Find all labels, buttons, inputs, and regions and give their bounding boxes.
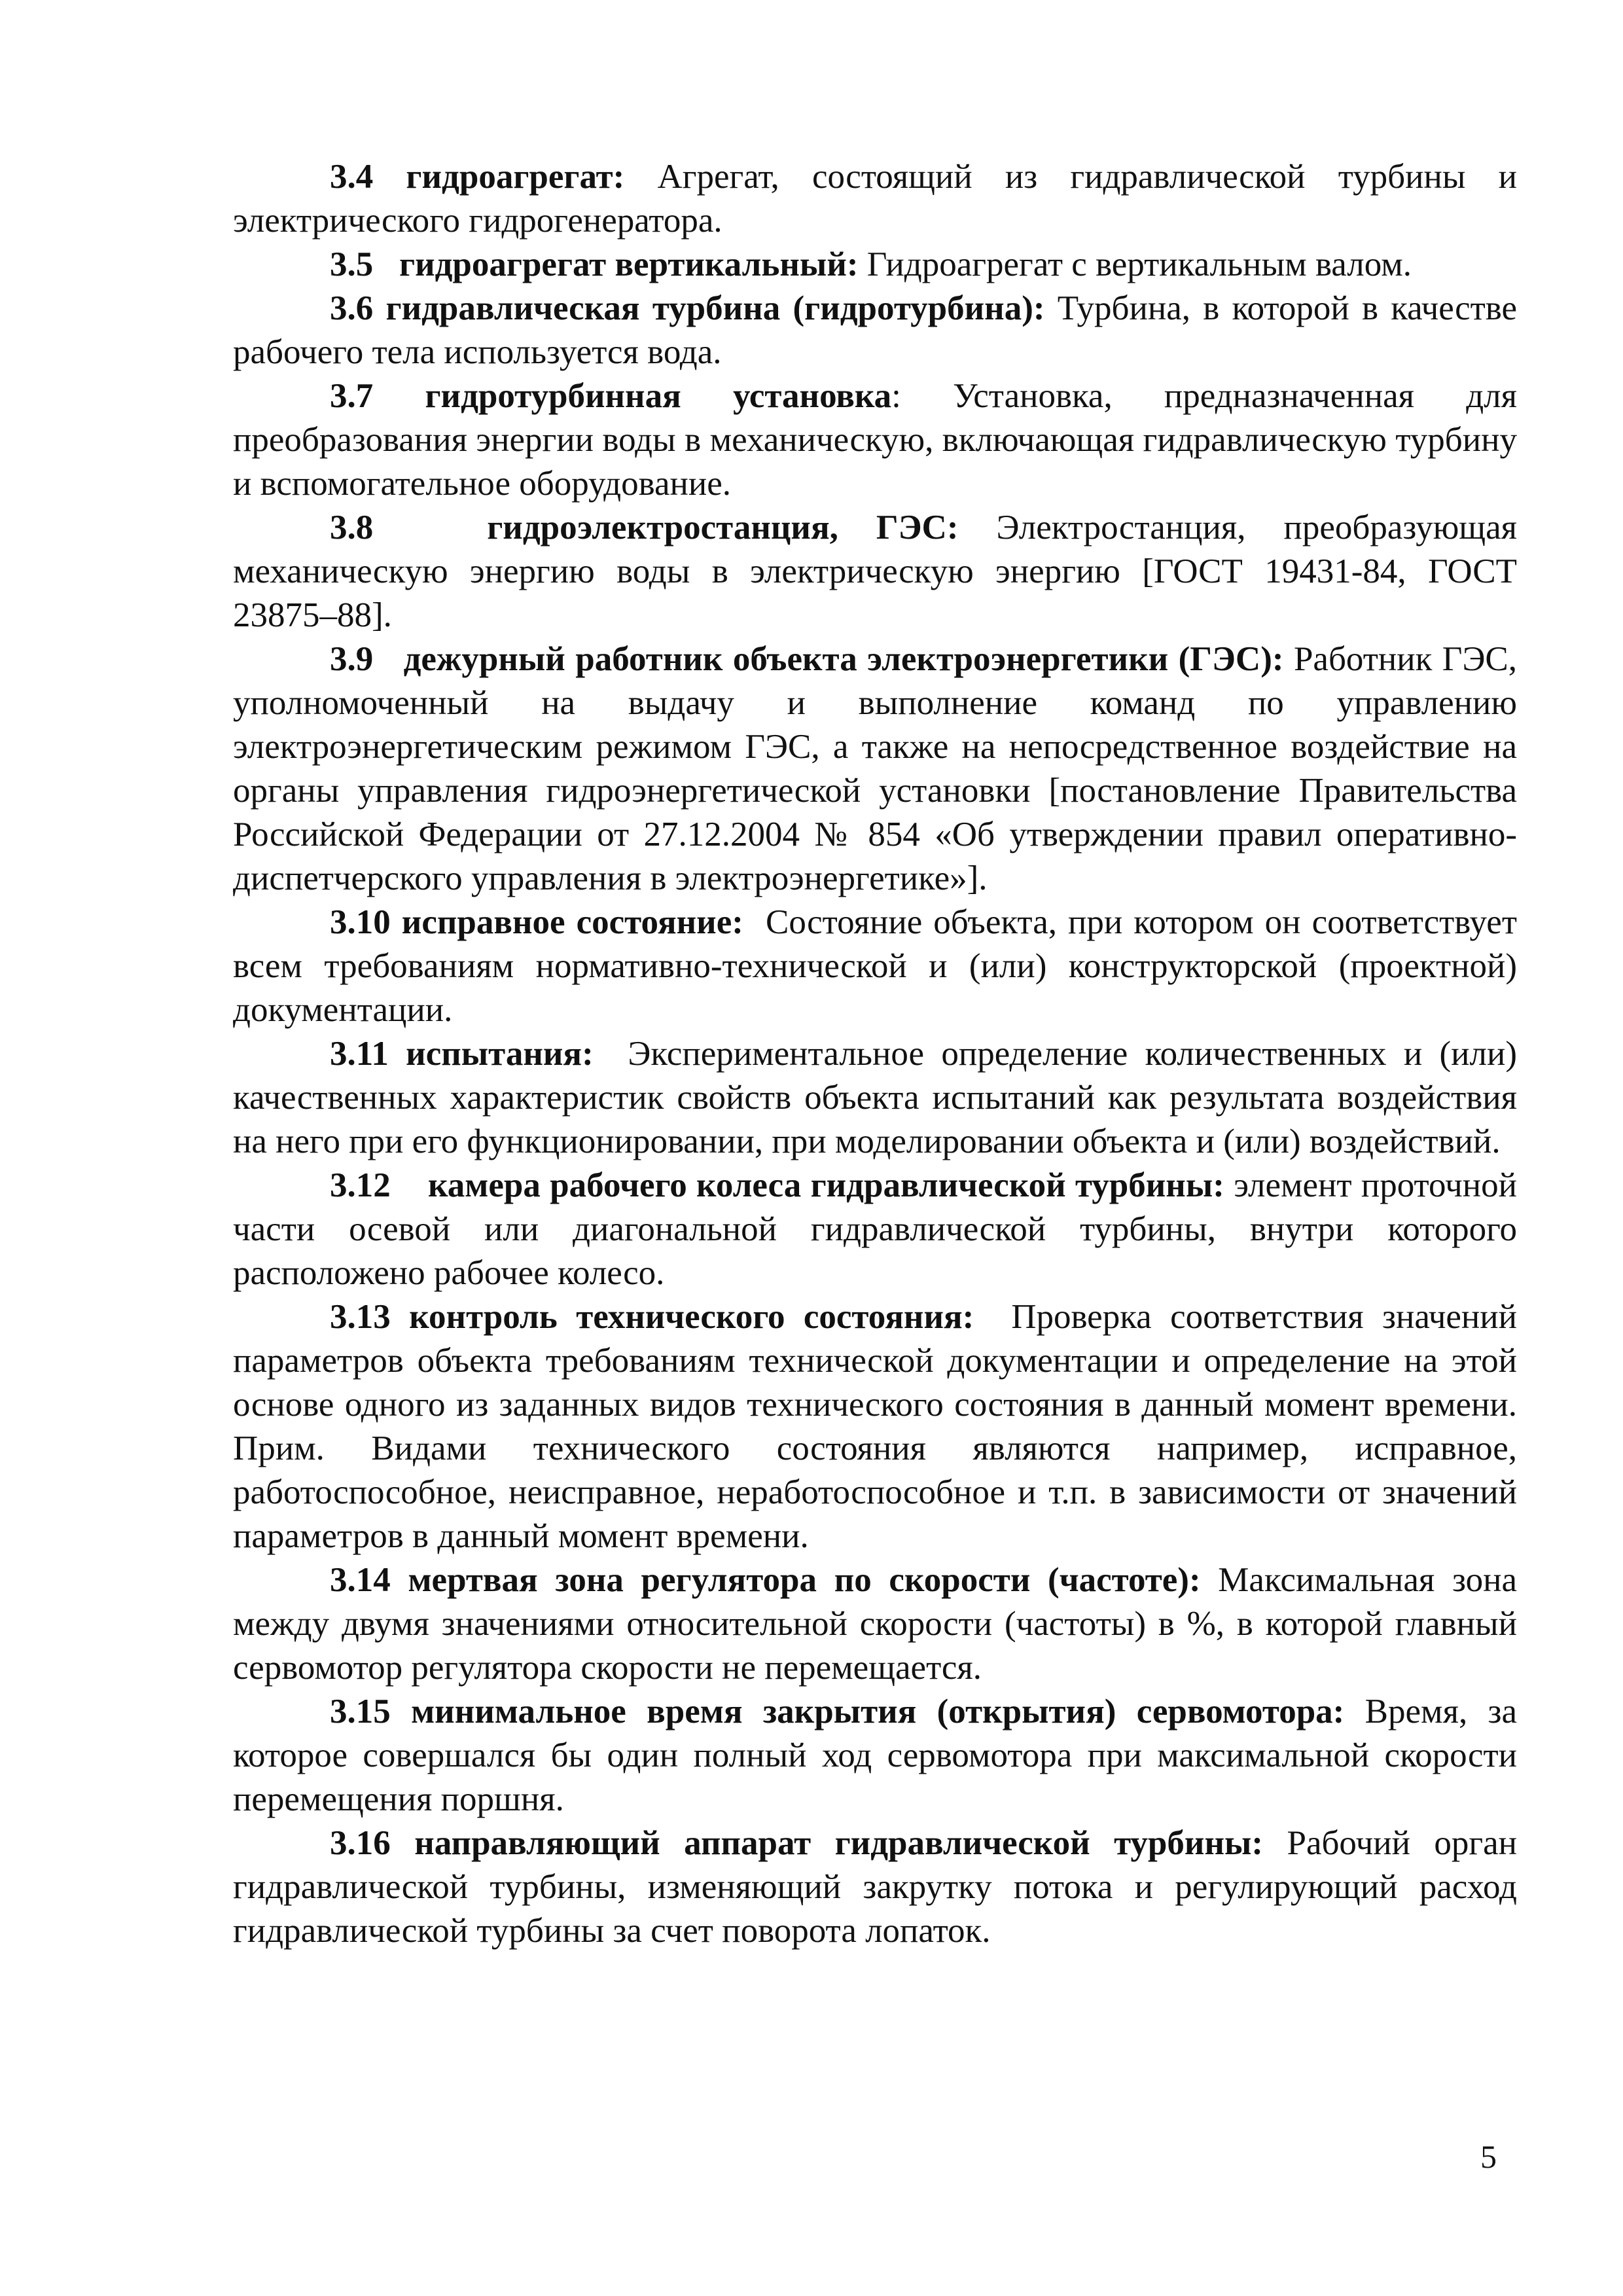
entry-number: 3.10 (330, 903, 391, 941)
entry-number: 3.7 (330, 377, 374, 415)
entry-number: 3.6 (330, 289, 374, 327)
page-number: 5 (1480, 2138, 1497, 2175)
entry-text: элемент проточной части осевой или диагональной гидравлической турбины, внутри которого расположено рабочее колесо. (233, 1166, 1518, 1292)
entry-number: 3.12 (330, 1166, 391, 1204)
definition-3-6 (233, 287, 1517, 374)
definition-3-7 (233, 374, 1517, 506)
entry-term: гидроагрегат: (406, 158, 625, 196)
definition-3-13 (233, 1295, 1517, 1558)
definition-3-4 (233, 155, 1517, 243)
entry-number: 3.15 (330, 1693, 391, 1731)
entry-number: 3.14 (330, 1561, 391, 1599)
entry-text: Рабочий орган гидравлической турбины, изменяющий закрутку потока и регулирующий расход гидравлической турбины за счет поворота лопаток. (233, 1824, 1518, 1950)
entry-text: Агрегат, состоящий из гидравлической турбины и электрического гидрогенератора. (233, 158, 1517, 240)
definition-3-10 (233, 901, 1517, 1032)
entry-term: гидроагрегат вертикальный: (399, 245, 859, 283)
definition-3-9 (233, 637, 1517, 901)
entry-number: 3.5 (330, 245, 374, 283)
entry-text: Максимальная зона между двумя значениями относительной скорости (частоты) в %, в которой главный сервомотор регулятора скорости не перемещается. (233, 1561, 1518, 1687)
entry-term: гидроэлектростанция, ГЭС: (487, 509, 959, 547)
entry-text: Гидроагрегат с вертикальным валом. (866, 245, 1412, 283)
definition-3-15 (233, 1690, 1517, 1821)
entry-term: контроль технического состояния: (409, 1298, 974, 1336)
entry-term: минимальное время закрытия (открытия) сервомотора: (411, 1693, 1345, 1731)
entry-text: Турбина, в которой в качестве рабочего тела используется вода. (233, 289, 1518, 371)
entry-term: камера рабочего колеса гидравлической турбины: (428, 1166, 1224, 1204)
definition-3-8 (233, 506, 1517, 637)
entry-text: Состояние объекта, при котором он соответствует всем требованиям нормативно-технической и (или) конструкторской (проектной) документации. (233, 903, 1517, 1029)
entry-term: исправное состояние: (401, 903, 743, 941)
entry-text: Электростанция, преобразующая механическую энергию воды в электрическую энергию [ГОСТ 19431-84, ГОСТ 23875–88]. (233, 509, 1517, 634)
entry-term: гидротурбинная установка (425, 377, 892, 415)
entry-term: направляющий аппарат гидравлической турбины: (414, 1824, 1264, 1862)
entry-number: 3.8 (330, 509, 374, 547)
definition-3-16 (233, 1821, 1517, 1953)
entry-number: 3.11 (330, 1035, 389, 1073)
definition-3-12 (233, 1164, 1517, 1295)
document-body (233, 155, 1517, 1953)
entry-text: Работник ГЭС, уполномоченный на выдачу и выполнение команд по управлению электроэнергетическим режимом ГЭС, а также на непосредственное воздействие на органы управления гидроэнергетической установки [постановление Правительства Российской Федерации от 27.12.2004 № 854 «Об утверждении правил оперативно-диспетчерского управления в электроэнергетике»]. (233, 640, 1518, 897)
entry-text: Экспериментальное определение количественных и (или) качественных характеристик свойств объекта испытаний как результата воздействия на него при его функционировании, при моделировании объекта и (или) воздействий. (233, 1035, 1518, 1160)
entry-text: Проверка соответствия значений параметров объекта требованиям технической документации и определение на этой основе одного из заданных видов технического состояния в данный момент времени. Прим. Видами технического состояния являются например, исправное, работоспособное, неисправное, неработоспособное и т.п. в зависимости от значений параметров в данный момент времени. (233, 1298, 1517, 1555)
entry-term: мертвая зона регулятора по скорости (частоте): (408, 1561, 1201, 1599)
entry-text: : Установка, предназначенная для преобразования энергии воды в механическую, включающая гидравлическую турбину и вспомогательное оборудование. (233, 377, 1517, 503)
entry-number: 3.16 (330, 1824, 391, 1862)
entry-text: Время, за которое совершался бы один полный ход сервомотора при максимальной скорости перемещения поршня. (233, 1693, 1517, 1818)
entry-number: 3.13 (330, 1298, 391, 1336)
definition-3-11 (233, 1032, 1517, 1164)
entry-number: 3.9 (330, 640, 374, 678)
entry-term: испытания: (406, 1035, 594, 1073)
entry-term: дежурный работник объекта электроэнергетики (ГЭС): (403, 640, 1284, 678)
entry-number: 3.4 (330, 158, 374, 196)
entry-term: гидравлическая турбина (гидротурбина): (385, 289, 1045, 327)
definition-3-14 (233, 1558, 1517, 1690)
definition-3-5 (233, 243, 1517, 287)
